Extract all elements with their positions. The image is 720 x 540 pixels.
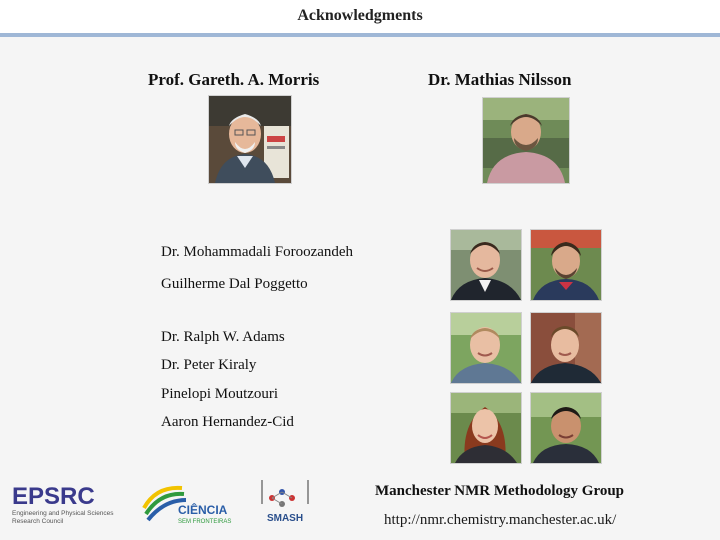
smash-logo [252, 474, 318, 526]
photo-nilsson [482, 97, 570, 184]
member-name-moutzouri: Pinelopi Moutzouri [161, 386, 279, 402]
epsrc-logo [10, 478, 130, 526]
svg-text:SEM FRONTEIRAS: SEM FRONTEIRAS [178, 519, 232, 525]
photo-kiraly [530, 312, 602, 384]
svg-text:CIÊNCIA: CIÊNCIA [178, 503, 228, 517]
title-divider [0, 33, 720, 37]
photo-moutzouri [450, 392, 522, 464]
member-name-hernandez-cid: Aaron Hernandez-Cid [161, 414, 294, 430]
svg-text:Engineering and Physical Scien: Engineering and Physical Sciences [12, 510, 114, 517]
group-name: Manchester NMR Methodology Group [375, 483, 625, 499]
photo-foroozandeh [450, 229, 522, 301]
member-name-foroozandeh: Dr. Mohammadali Foroozandeh [161, 244, 354, 260]
member-name-kiraly: Dr. Peter Kiraly [161, 357, 257, 373]
svg-text:EPSRC: EPSRC [12, 483, 95, 510]
pi-name-morris: Prof. Gareth. A. Morris [148, 70, 320, 89]
group-website-link[interactable]: http://nmr.chemistry.manchester.ac.uk/ [384, 512, 617, 528]
member-name-adams: Dr. Ralph W. Adams [161, 329, 285, 345]
svg-text:Research Council: Research Council [12, 518, 64, 525]
member-name-dal-poggetto: Guilherme Dal Poggetto [161, 276, 308, 292]
page-title: Acknowledgments [297, 7, 423, 24]
photo-adams [450, 312, 522, 384]
svg-text:SMASH: SMASH [266, 513, 304, 524]
photo-dal-poggetto [530, 229, 602, 301]
pi-name-nilsson: Dr. Mathias Nilsson [428, 70, 572, 89]
ciencia-sem-fronteiras-logo [138, 478, 236, 526]
photo-hernandez-cid [530, 392, 602, 464]
photo-morris [208, 95, 292, 184]
